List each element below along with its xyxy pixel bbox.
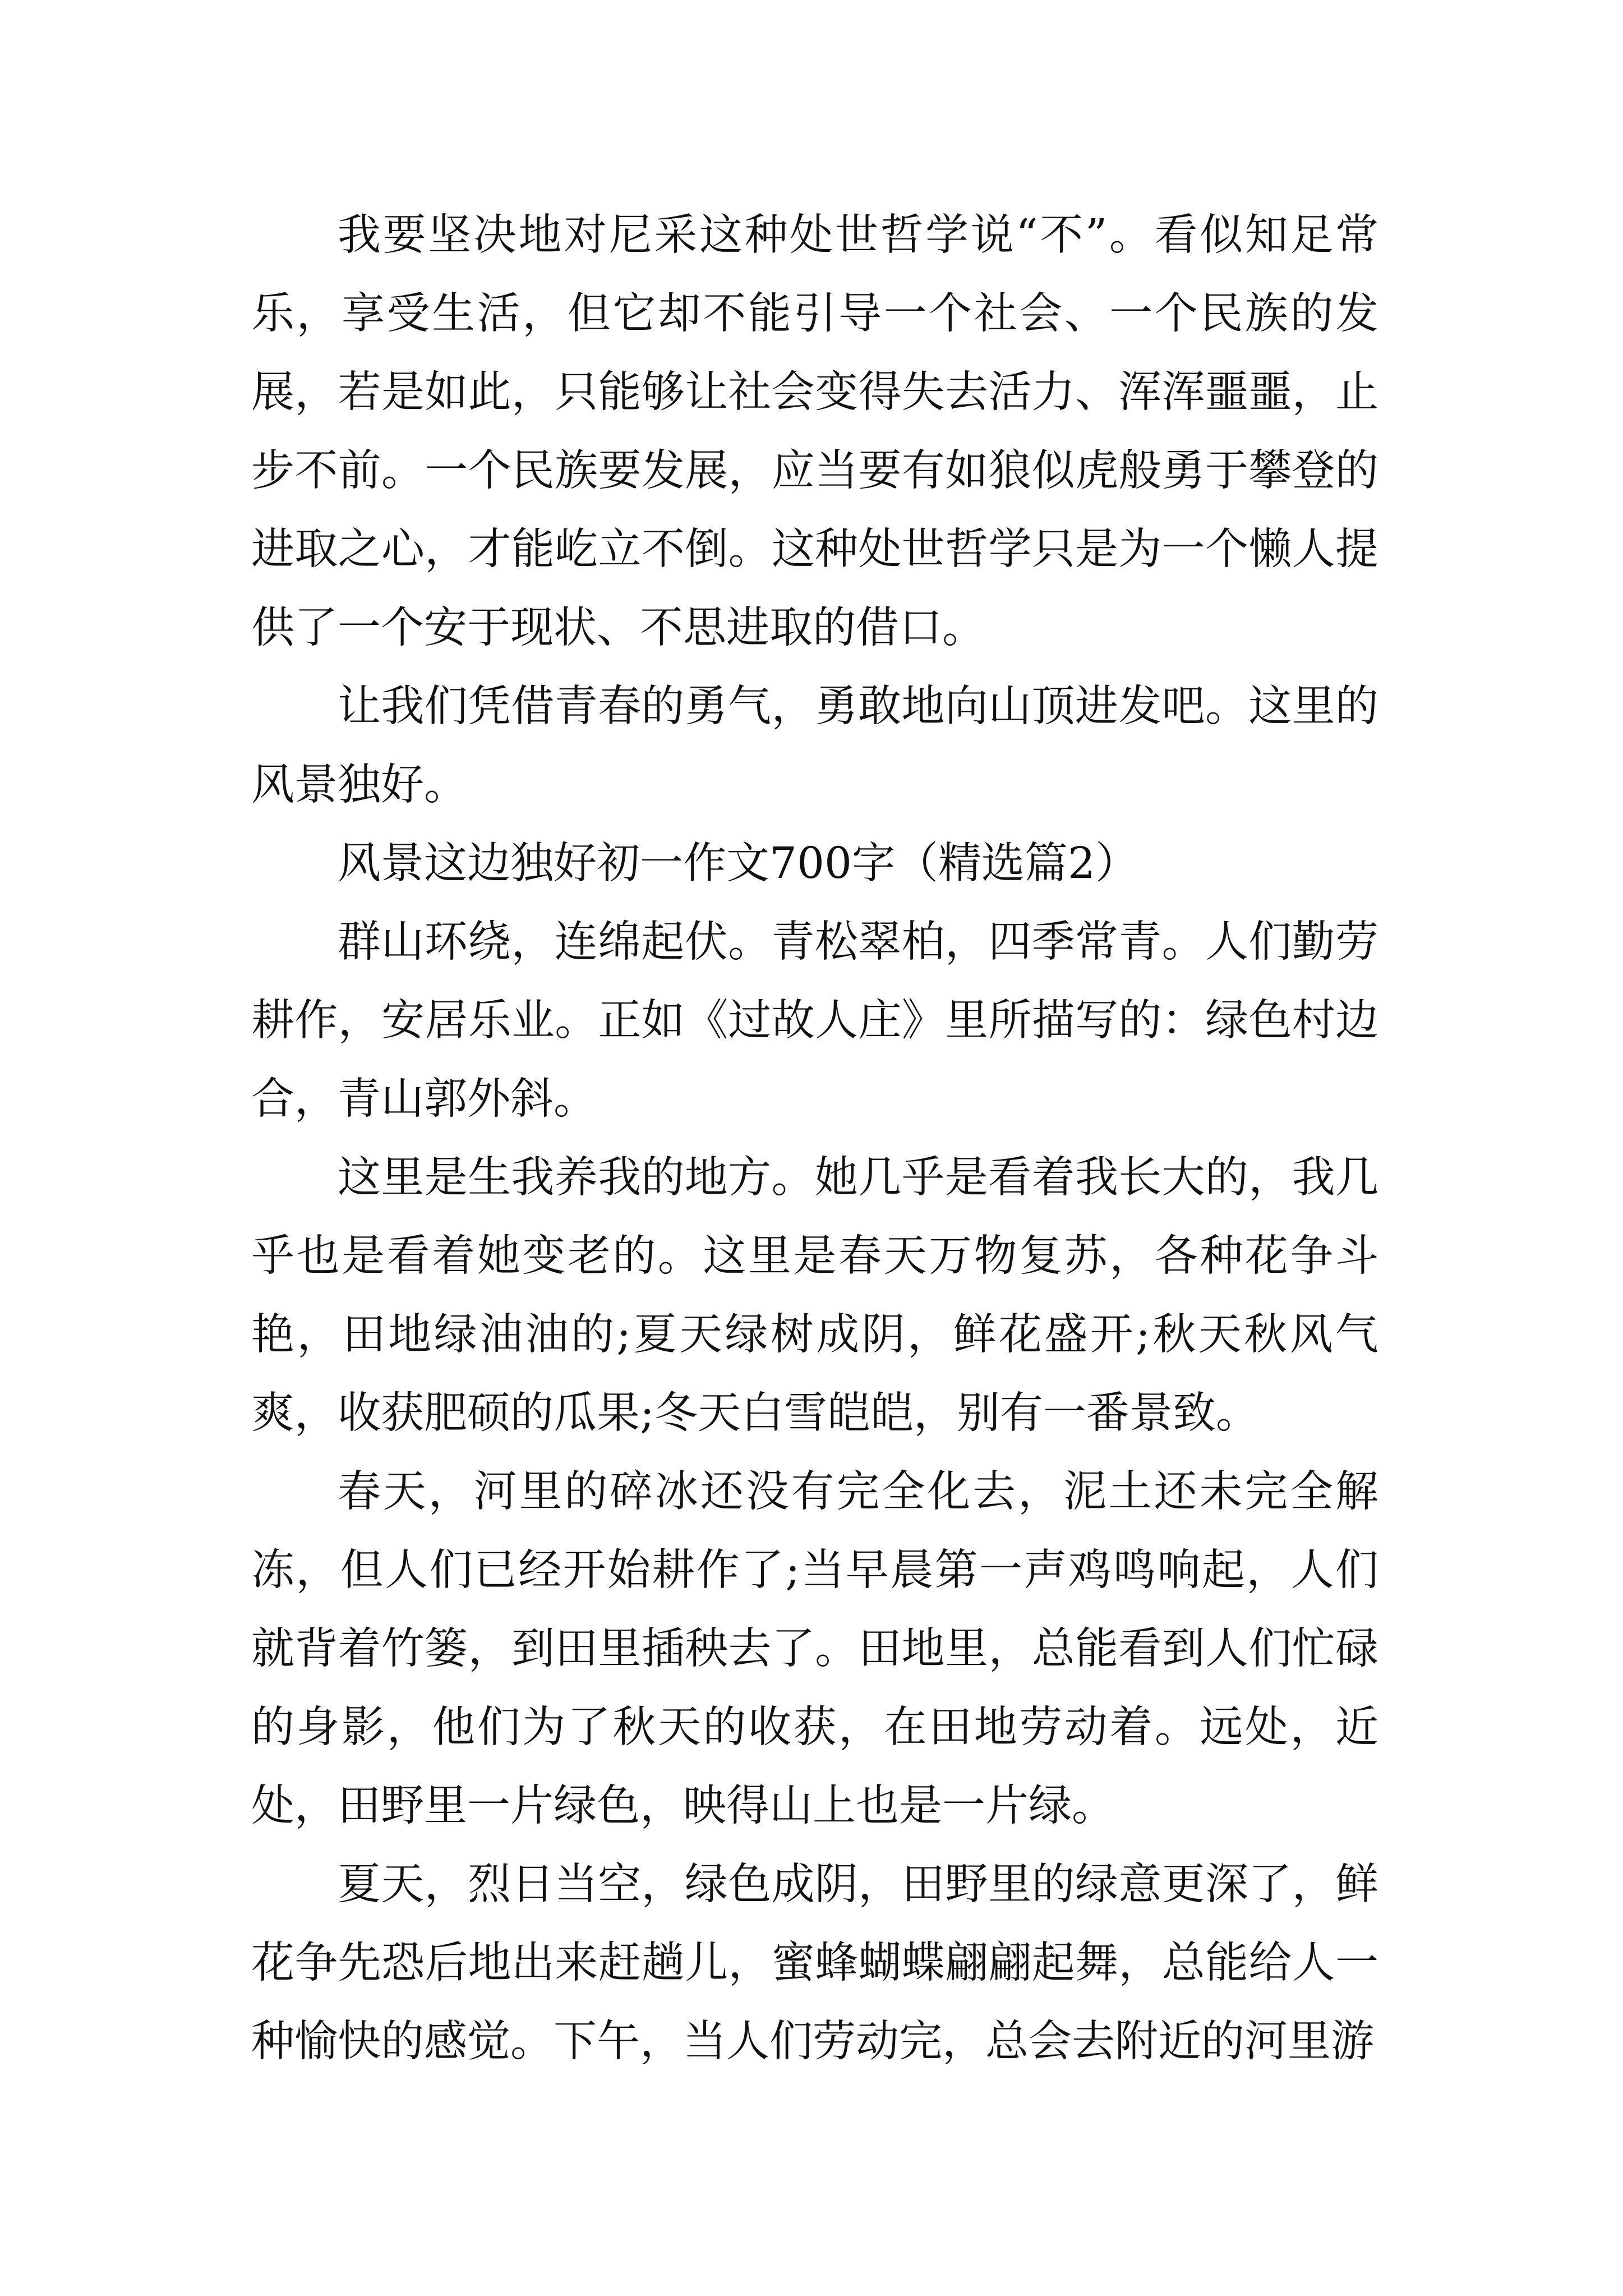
essay-heading: 风景这边独好初一作文700字（精选篇2） xyxy=(338,839,1138,889)
paragraph-mountains: 群山环绕，连绵起伏。青松翠柏，四季常青。人们勤劳耕作，安居乐业。正如《过故人庄》里所描写的：绿色村边合，青山郭外斜。 xyxy=(251,917,1378,1124)
paragraph-call-to-climb: 让我们凭借青春的勇气，勇敢地向山顶进发吧。这里的风景独好。 xyxy=(251,682,1378,810)
paragraph-summer: 夏天，烈日当空，绿色成阴，田野里的绿意更深了，鲜花争先恐后地出来赶趟儿，蜜蜂蝴蝶翩翩起舞，总能给人一种愉快的感觉。下午，当人们劳动完，总会去附近的河里游 xyxy=(251,1860,1378,2067)
document-body xyxy=(251,196,1378,2081)
paragraph-nietzsche-critique: 我要坚决地对尼采这种处世哲学说“不”。看似知足常乐，享受生活，但它却不能引导一个社会、一个民族的发展，若是如此，只能够让社会变得失去活力、浑浑噩噩，止步不前。一个民族要发展，应当要有如狼似虎般勇于攀登的进取之心，才能屹立不倒。这种处世哲学只是为一个懒人提供了一个安于现状、不思进取的借口。 xyxy=(251,210,1378,653)
paragraph-spring: 春天，河里的碎冰还没有完全化去，泥土还未完全解冻，但人们已经开始耕作了;当早晨第一声鸡鸣响起，人们就背着竹篓，到田里插秧去了。田地里，总能看到人们忙碌的身影，他们为了秋天的收获，在田地劳动着。远处，近处，田野里一片绿色，映得山上也是一片绿。 xyxy=(251,1467,1378,1831)
paragraph-hometown-seasons: 这里是生我养我的地方。她几乎是看着我长大的，我几乎也是看着她变老的。这里是春天万物复苏，各种花争斗艳，田地绿油油的;夏天绿树成阴，鲜花盛开;秋天秋风气爽，收获肥硕的瓜果;冬天白雪皑皑，别有一番景致。 xyxy=(251,1153,1378,1438)
